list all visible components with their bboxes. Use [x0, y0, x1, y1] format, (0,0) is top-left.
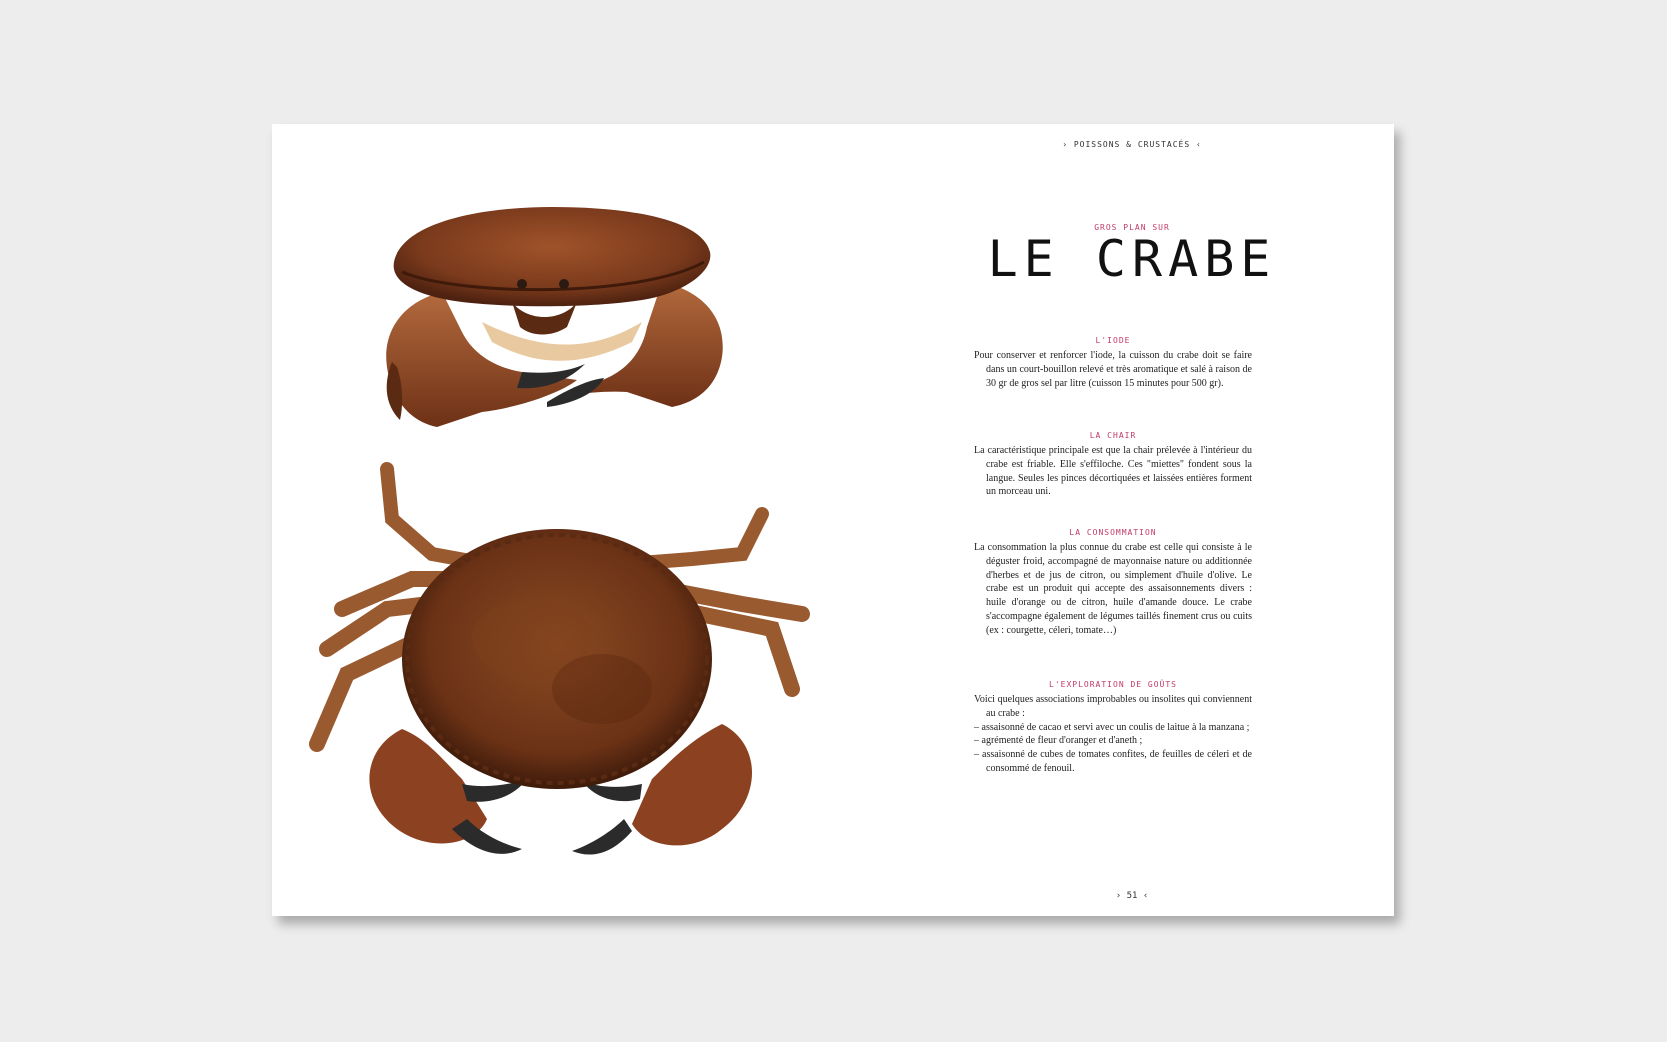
crab-front-photo — [342, 202, 762, 442]
list-item: – assaisonné de cubes de tomates confites, de feuilles de céleri et de consommé de fenouil. — [974, 749, 1252, 774]
section-heading: LA CHAIR — [1089, 431, 1137, 440]
crab-top-photo — [302, 459, 812, 879]
section-exploration — [974, 680, 1252, 776]
list-item: – assaisonné de cacao et servi avec un coulis de laitue à la manzana ; — [974, 721, 1250, 733]
article-kicker: GROS PLAN SUR — [1094, 223, 1170, 232]
book-spread — [272, 124, 1394, 916]
section-heading: L'IODE — [1095, 336, 1131, 345]
section-intro: Voici quelques associations improbables ou insolites qui conviennent au crabe : — [974, 694, 1252, 719]
list-item: – agrémenté de fleur d'oranger et d'aneth ; — [974, 735, 1143, 747]
section-text: La consommation la plus connue du crabe est celle qui consiste à le déguster froid, accompagné de mayonnaise nature ou additionnée d'herbes et de jus de citron, ou simplement d'huile d'olive. Le crabe est un produit qui accepte des assaisonnements divers : huile d'orange ou de citron, huile d'amande douce. Le crabe s'accompagne également de légumes taillés finement crus ou cuits (ex : courgette, céleri, tomate…) — [974, 542, 1252, 636]
section-heading: LA CONSOMMATION — [1069, 528, 1157, 537]
page-number: › 51 ‹ — [1115, 891, 1149, 901]
section-heading: L'EXPLORATION DE GOÛTS — [1049, 680, 1177, 689]
article-title: LE CRABE — [987, 230, 1277, 288]
section-consommation — [974, 528, 1252, 638]
section-text: La caractéristique principale est que la chair prélevée à l'intérieur du crabe est friable. Elle s'effiloche. Ces "miettes" fondent sous la langue. Seules les pinces décortiquées et laissées entières forment un morceau uni. — [974, 445, 1252, 498]
section-text: Pour conserver et renforcer l'iode, la cuisson du crabe doit se faire dans un court-bouillon relevé et très aromatique et salé à raison de 30 gr de gros sel par litre (cuisson 15 minutes pour 500 gr). — [974, 350, 1252, 389]
section-iode — [974, 336, 1252, 390]
running-head: › POISSONS & CRUSTACÉS ‹ — [1062, 140, 1202, 149]
section-chair — [974, 431, 1252, 499]
